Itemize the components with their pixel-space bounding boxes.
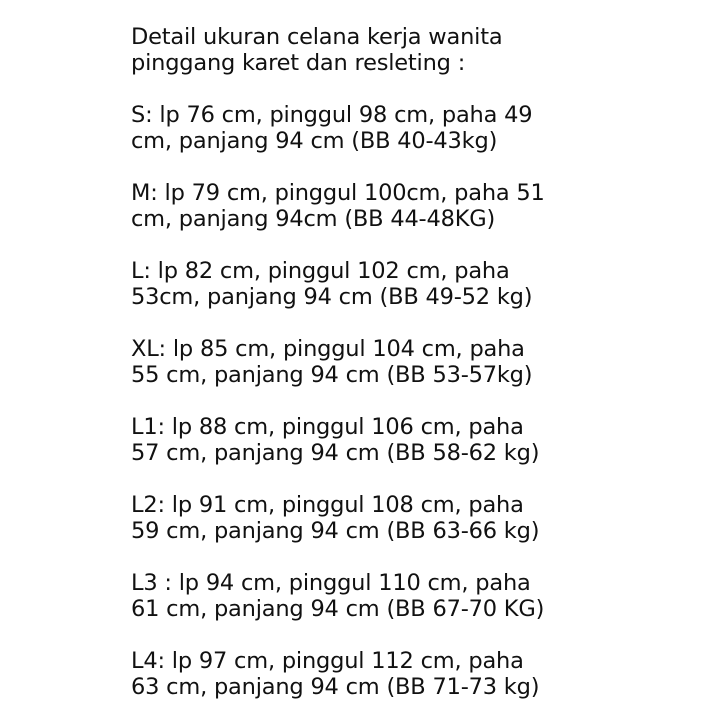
heading-line-1: Detail ukuran celana kerja wanita [131,24,503,50]
size-entry-line-2: 57 cm, panjang 94 cm (BB 58-62 kg) [131,440,540,466]
size-entry-l [131,258,716,310]
size-entry-line-2: 53cm, panjang 94 cm (BB 49-52 kg) [131,284,533,310]
size-entry-line-2: cm, panjang 94cm (BB 44-48KG) [131,206,496,232]
heading-line-2: pinggang karet dan resleting : [131,50,466,76]
size-entry-l1 [131,414,716,466]
size-entry-l2 [131,492,716,544]
size-entry-line-1: L2: lp 91 cm, pinggul 108 cm, paha [131,492,524,518]
size-list [131,102,716,700]
size-entry-s [131,102,716,154]
size-chart-heading [131,24,716,76]
size-entry-line-2: 61 cm, panjang 94 cm (BB 67-70 KG) [131,596,545,622]
size-entry-line-2: 55 cm, panjang 94 cm (BB 53-57kg) [131,362,533,388]
size-entry-line-1: L3 : lp 94 cm, pinggul 110 cm, paha [131,570,531,596]
size-entry-line-1: L: lp 82 cm, pinggul 102 cm, paha [131,258,510,284]
size-entry-line-2: cm, panjang 94 cm (BB 40-43kg) [131,128,498,154]
size-entry-m [131,180,716,232]
size-entry-line-1: L4: lp 97 cm, pinggul 112 cm, paha [131,648,524,674]
size-chart-text [131,24,716,726]
size-entry-l4 [131,648,716,700]
size-entry-line-1: M: lp 79 cm, pinggul 100cm, paha 51 [131,180,545,206]
size-entry-line-2: 59 cm, panjang 94 cm (BB 63-66 kg) [131,518,540,544]
size-entry-line-1: XL: lp 85 cm, pinggul 104 cm, paha [131,336,525,362]
size-entry-xl [131,336,716,388]
size-entry-line-1: L1: lp 88 cm, pinggul 106 cm, paha [131,414,524,440]
size-entry-l3 [131,570,716,622]
size-entry-line-1: S: lp 76 cm, pinggul 98 cm, paha 49 [131,102,533,128]
size-entry-line-2: 63 cm, panjang 94 cm (BB 71-73 kg) [131,674,540,700]
